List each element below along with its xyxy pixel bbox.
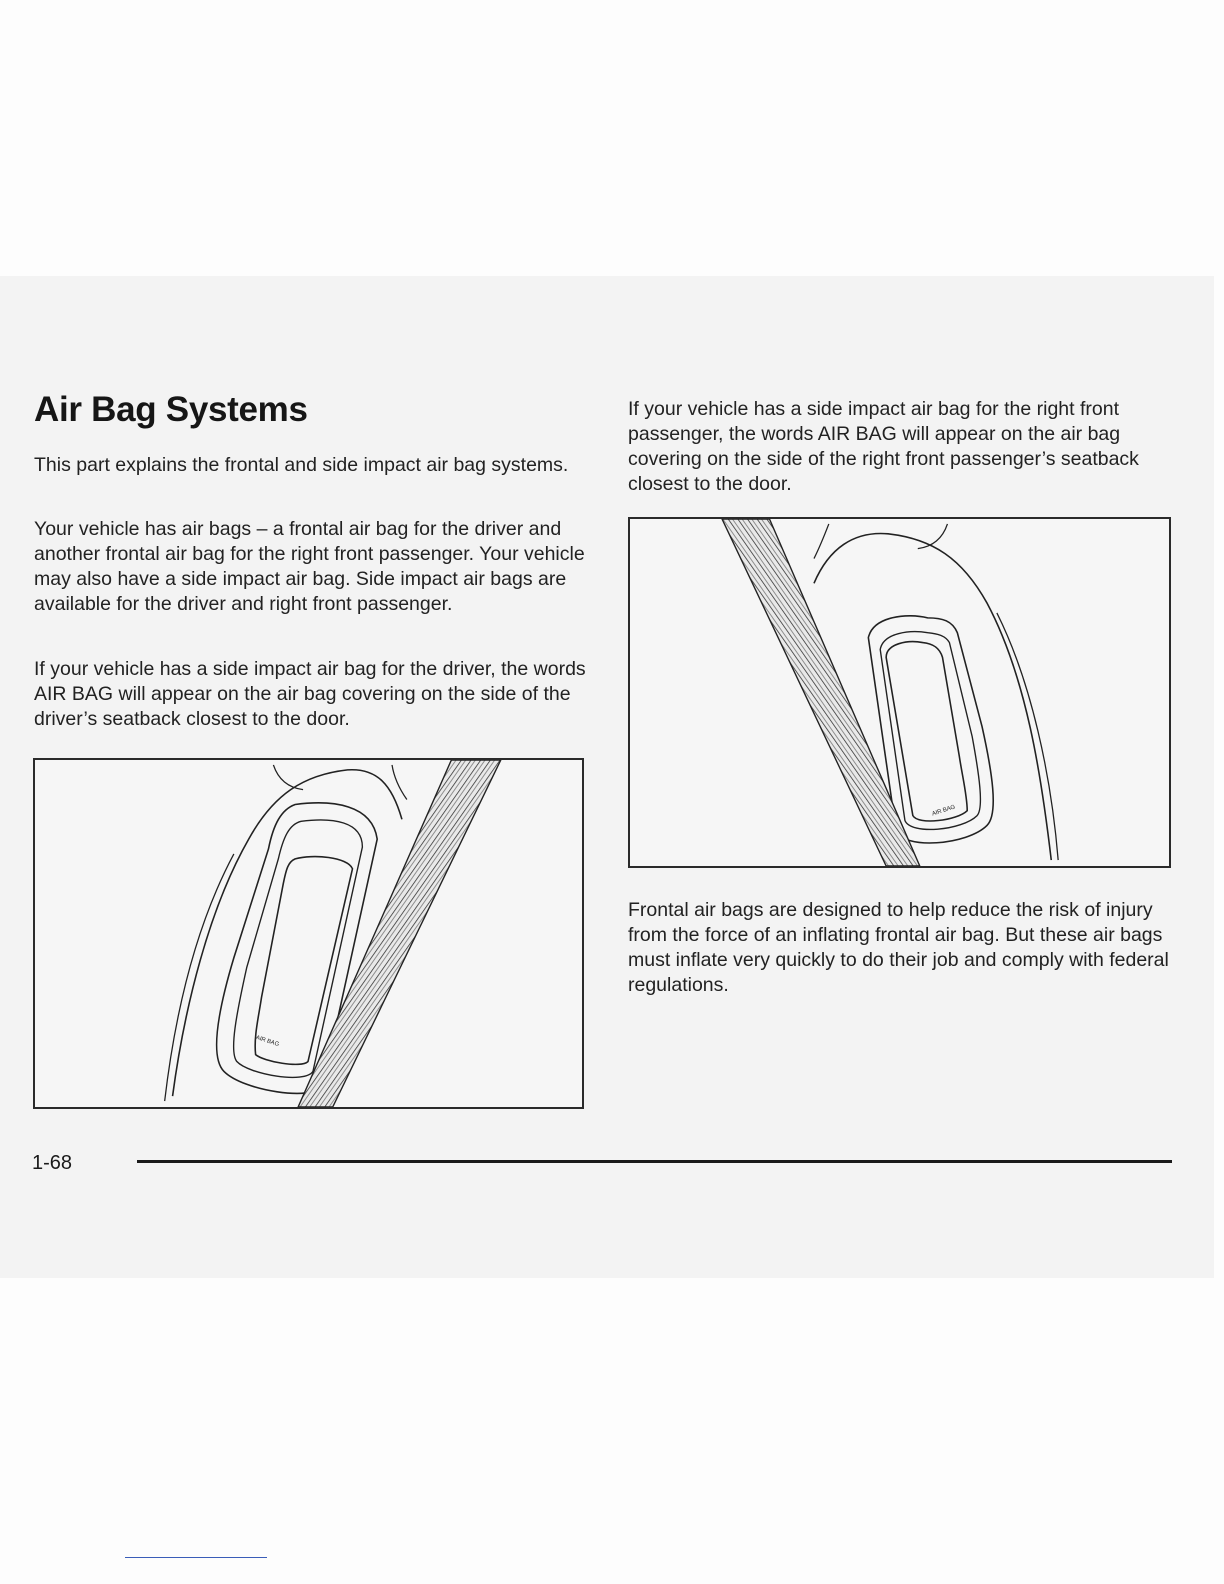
page-number: 1-68 [32,1152,73,1174]
passenger-airbag-label: AIR BAG [931,804,957,818]
bottom-underline [125,1557,267,1558]
driver-seat-illustration [33,758,584,1109]
intro-paragraph: This part explains the frontal and side impact air bag systems. [34,454,569,476]
page-title: Air Bag Systems [34,390,308,429]
frontal-air-bags-paragraph: Frontal air bags are designed to help reduce the risk of injury from the force of an inflating frontal air bag. But these air bags must inflate very quickly to do their job and comply with federal regulations. [628,899,1169,996]
footer-rule [137,1160,1172,1163]
passenger-side-paragraph: If your vehicle has a side impact air bag for the right front passenger, the words AIR BAG will appear on the air bag covering on the side of the right front passenger’s seatback closest to the door. [628,398,1139,495]
passenger-seat-illustration [628,517,1171,868]
driver-airbag-label: AIR BAG [254,1034,280,1049]
driver-side-paragraph: If your vehicle has a side impact air bag for the driver, the words AIR BAG will appear on the air bag covering on the side of the driver’s seatback closest to the door. [34,658,586,730]
air-bags-paragraph: Your vehicle has air bags – a frontal air bag for the driver and another frontal air bag for the right front passenger. Your vehicle may also have a side impact air bag. Side impact air bags are available for the driver and right front passenger. [34,518,585,615]
